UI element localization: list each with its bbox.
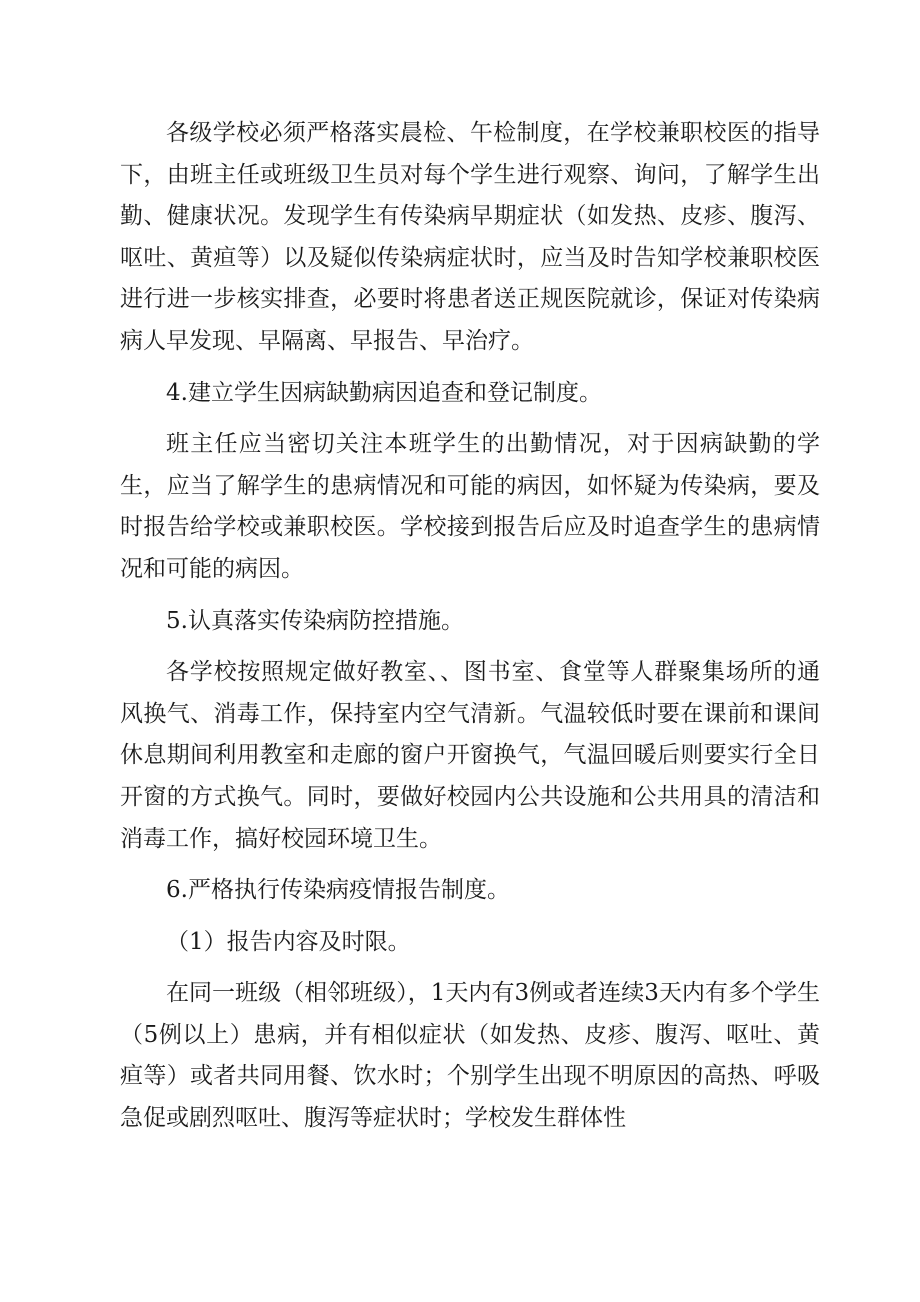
subsection-heading-1: （1）报告内容及时限。 bbox=[166, 928, 411, 955]
section-heading-4: 4.建立学生因病缺勤病因追查和登记制度。 bbox=[166, 379, 602, 406]
paragraph-absence-tracking: 班主任应当密切关注本班学生的出勤情况，对于因病缺勤的学生，应当了解学生的患病情况和可能的病因，如怀疑为传染病，要及时报告给学校或兼职校医。学校接到报告后应及时追查学生的患病情况和可能的病因。 bbox=[120, 431, 820, 582]
section-heading-5: 5.认真落实传染病防控措施。 bbox=[166, 607, 464, 634]
document-body bbox=[120, 113, 820, 1140]
section-heading-6: 6.严格执行传染病疫情报告制度。 bbox=[166, 877, 510, 904]
paragraph-report-content: 在同一班级（相邻班级），1天内有3例或者连续3天内有多个学生（5例以上）患病，并有相似症状（如发热、皮疹、腹泻、呕吐、黄疸等）或者共同用餐、饮水时；个别学生出现不明原因的高热、呼吸急促或剧烈呕吐、腹泻等症状时；学校发生群体性 bbox=[120, 980, 820, 1132]
paragraph-morning-check: 各级学校必须严格落实晨检、午检制度，在学校兼职校医的指导下，由班主任或班级卫生员对每个学生进行观察、询问，了解学生出勤、健康状况。发现学生有传染病早期症状（如发热、皮疹、腹泻、呕吐、黄疸等）以及疑似传染病症状时，应当及时告知学校兼职校医进行进一步核实排查，必要时将患者送正规医院就诊，保证对传染病病人早发现、早隔离、早报告、早治疗。 bbox=[120, 120, 820, 354]
paragraph-prevention-measures: 各学校按照规定做好教室、、图书室、食堂等人群聚集场所的通风换气、消毒工作，保持室内空气清新。气温较低时要在课前和课间休息期间利用教室和走廊的窗户开窗换气，气温回暖后则要实行全日开窗的方式换气。同时，要做好校园内公共设施和公共用具的清洁和消毒工作，搞好校园环境卫生。 bbox=[120, 659, 820, 852]
